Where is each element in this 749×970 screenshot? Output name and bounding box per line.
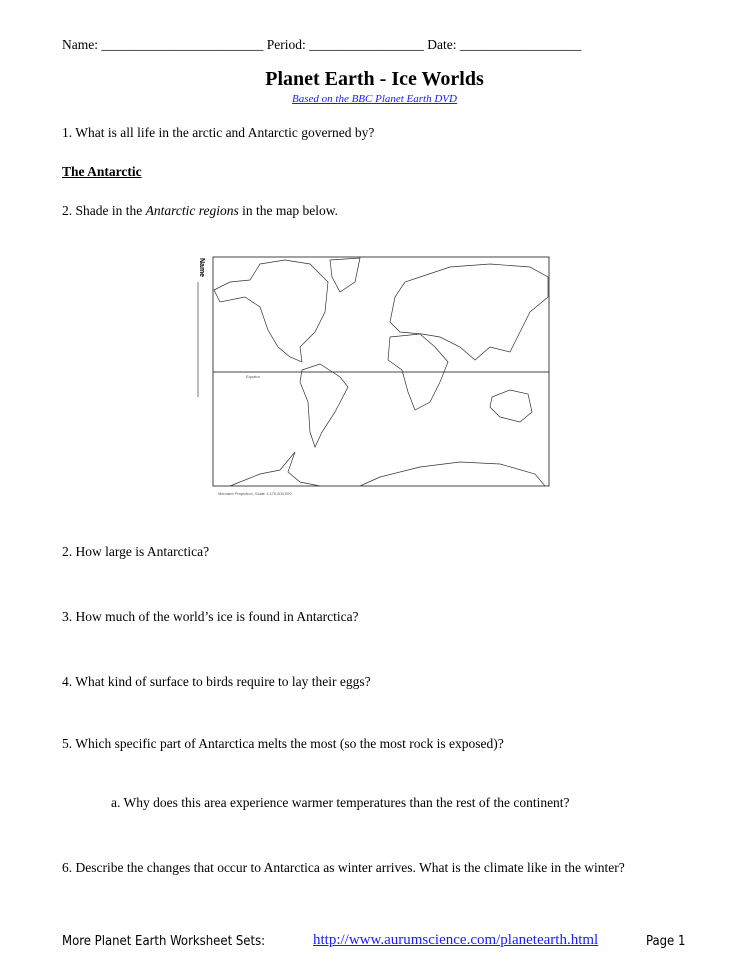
question-3: 3. How much of the world’s ice is found in Antarctica?: [62, 609, 359, 624]
question-5: 5. Which specific part of Antarctica melts the most (so the most rock is exposed)?: [62, 736, 504, 751]
question-2-shade: [62, 203, 338, 219]
source-link[interactable]: Based on the BBC Planet Earth DVD: [292, 93, 457, 105]
map-caption: Mercator Projection, Scale 1:170,000,000: [218, 491, 292, 496]
question-1: 1. What is all life in the arctic and Antarctic governed by?: [62, 125, 375, 140]
question-6: 6. Describe the changes that occur to Antarctica as winter arrives. What is the climate like in the winter?: [62, 860, 625, 875]
page-title: Planet Earth - Ice Worlds: [265, 68, 484, 90]
equator-label: Equator: [246, 374, 261, 379]
q2-prefix: 2. Shade in the: [62, 203, 146, 218]
footer-link[interactable]: http://www.aurumscience.com/planetearth.html: [313, 932, 599, 948]
question-2-size: 2. How large is Antarctica?: [62, 544, 210, 559]
q2-emphasis: Antarctic regions: [145, 203, 239, 218]
q2-suffix: in the map below.: [238, 203, 338, 218]
question-5a: a. Why does this area experience warmer temperatures than the rest of the continent?: [111, 795, 570, 810]
name-period-date-line: Name: ________________________ Period: _________________ Date: __________________: [62, 37, 582, 52]
world-map: [190, 252, 560, 502]
map-name-label: Name: [198, 258, 205, 278]
section-heading: The Antarctic: [62, 164, 142, 179]
footer-label: More Planet Earth Worksheet Sets:: [62, 934, 266, 949]
page-number: Page 1: [646, 934, 686, 949]
question-4: 4. What kind of surface to birds require to lay their eggs?: [62, 674, 371, 689]
